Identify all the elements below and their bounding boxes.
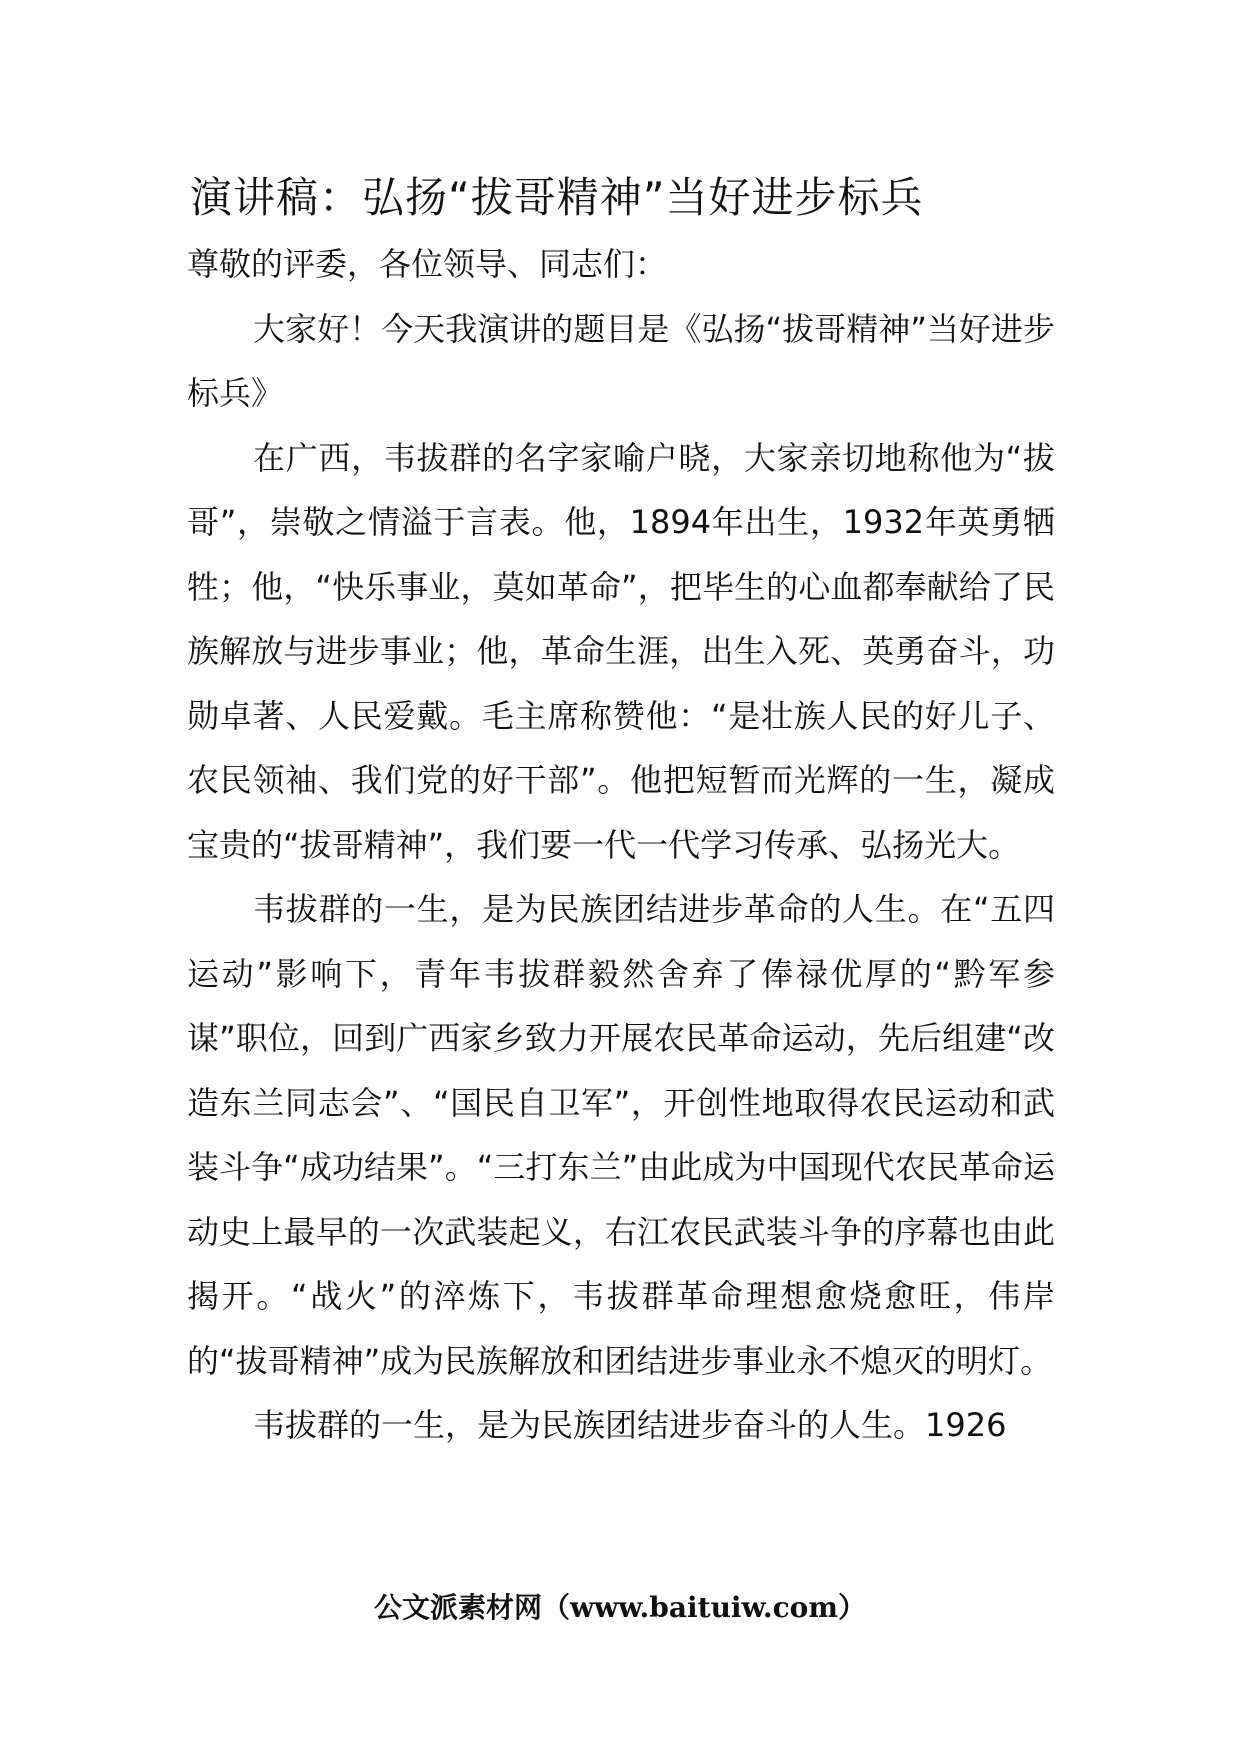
footer-source: 公文派素材网（www.baituiw.com） — [374, 1591, 866, 1624]
paragraph-2: 在广西，韦拔群的名字家喻户晓，大家亲切地称他为“拔哥”，崇敬之情溢于言表。他，1894年出生，1932年英勇牺牲；他，“快乐事业，莫如革命”，把毕生的心血都奉献给了民族解放与进步事业；他，革命生涯，出生入死、英勇奋斗，功勋卓著、人民爱戴。毛主席称赞他：“是壮族人民的好儿子、农民领袖、我们党的好干部”。他把短暂而光辉的一生，凝成宝贵的“拔哥精神”，我们要一代一代学习传承、弘扬光大。 — [187, 438, 1055, 864]
paragraph-3: 韦拔群的一生，是为民族团结进步革命的人生。在“五四运动”影响下，青年韦拔群毅然舍弃了俸禄优厚的“黔军参谋”职位，回到广西家乡致力开展农民革命运动，先后组建“改造东兰同志会”、“国民自卫军”，开创性地取得农民运动和武装斗争“成功结果”。“三打东兰”由此成为中国现代农民革命运动史上最早的一次武装起义，右江农民武装斗争的序幕也由此揭开。“战火”的淬炼下，韦拔群革命理想愈烧愈旺，伟岸的“拔哥精神”成为民族解放和团结进步事业永不熄灭的明灯。 — [187, 890, 1055, 1380]
document-body — [187, 232, 1055, 1458]
salutation: 尊敬的评委，各位领导、同志们： — [187, 245, 668, 283]
paragraph-1: 大家好！今天我演讲的题目是《弘扬“拔哥精神”当好进步标兵》 — [187, 309, 1055, 412]
paragraph-4: 韦拔群的一生，是为民族团结进步奋斗的人生。1926 — [253, 1406, 1007, 1444]
document-title: 演讲稿：弘扬“拔哥精神”当好进步标兵 — [190, 173, 924, 222]
